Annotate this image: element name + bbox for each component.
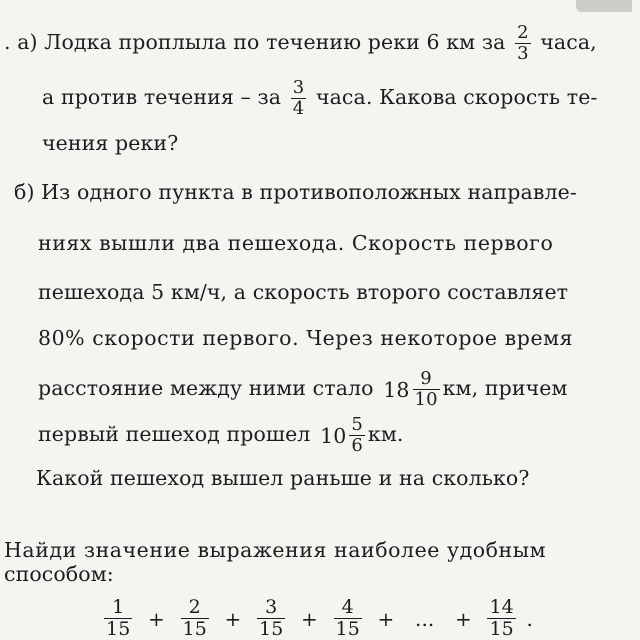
problem-b-marker: б): [14, 180, 35, 204]
plus-sign: +: [301, 606, 318, 631]
fraction-numerator: 14: [489, 596, 514, 618]
fraction-numerator: 4: [334, 598, 362, 619]
problem-b-line-3: пешехода 5 км/ч, а скорость второго составляет: [38, 280, 569, 304]
sum-term-3: [257, 598, 285, 639]
fraction-numerator: 1: [104, 598, 132, 619]
problem-b-line-6-end: км.: [367, 422, 404, 446]
problem-a-line-2-text: а против течения – за: [42, 85, 282, 109]
problem-b-question: Какой пешеход вышел раньше и на сколько?: [36, 466, 530, 490]
sum-term-4: [334, 598, 362, 639]
end-period: .: [526, 606, 533, 631]
mixed-number-whole: 18: [383, 377, 410, 402]
fraction-two-thirds: [515, 24, 531, 63]
fraction-denominator: 15: [259, 618, 284, 640]
fraction-denominator: 15: [489, 618, 514, 640]
problem-a-line-1: [4, 24, 597, 63]
problem-b-line-5: [38, 370, 568, 409]
ellipsis: ...: [415, 606, 435, 631]
fraction-five-sixths: [349, 416, 365, 455]
problem-a-line-1-text: Лодка проплыла по течению реки 6 км за: [44, 30, 506, 54]
fraction-nine-tenths: [413, 370, 440, 409]
fraction-numerator: 5: [351, 414, 363, 435]
plus-sign: +: [148, 606, 165, 631]
fraction-numerator: 2: [517, 22, 529, 43]
sum-term-1: [104, 598, 132, 639]
problem-a-line-1-end: часа,: [540, 30, 597, 54]
fraction-three-quarters: [291, 79, 307, 118]
problem-b-line-1-text: Из одного пункта в противоположных направле-: [41, 180, 577, 204]
plus-sign: +: [455, 606, 472, 631]
problem-b-line-5-text: расстояние между ними стало: [38, 376, 374, 400]
problem-b-line-6-text: первый пешеход прошел: [38, 422, 311, 446]
fraction-denominator: 15: [182, 618, 207, 640]
fraction-denominator: 6: [351, 435, 363, 456]
fraction-denominator: 15: [335, 618, 360, 640]
task-2-line-2: способом:: [4, 562, 114, 586]
problem-a-line-2-end: часа. Какова скорость те-: [315, 85, 598, 109]
problem-b-line-5-end: км, причем: [442, 376, 568, 400]
problem-a-line-3: чения реки?: [42, 131, 179, 155]
sum-term-last: [487, 598, 515, 639]
plus-sign: +: [377, 606, 395, 631]
fraction-denominator: 15: [106, 618, 131, 640]
problem-b-line-6: [38, 416, 404, 455]
page-corner-mark: [576, 0, 632, 12]
sum-term-2: [181, 598, 209, 639]
fraction-numerator: 3: [292, 77, 305, 98]
task-2-line-1: Найди значение выражения наиболее удобным: [4, 538, 547, 562]
problem-a-marker: . а): [4, 30, 38, 54]
problem-b-line-2: ниях вышли два пешехода. Скорость первого: [38, 231, 554, 255]
fraction-denominator: 3: [517, 43, 529, 64]
fraction-denominator: 10: [414, 389, 438, 410]
fraction-numerator: 2: [181, 598, 209, 619]
plus-sign: +: [224, 606, 242, 631]
problem-b-line-4: 80% скорости первого. Через некоторое время: [38, 326, 574, 350]
problem-b-line-1: [14, 178, 577, 206]
problem-a-line-2: [42, 79, 598, 118]
fraction-numerator: 3: [257, 598, 285, 619]
fraction-denominator: 4: [292, 98, 305, 119]
fraction-sum-expression: [102, 598, 540, 639]
fraction-numerator: 9: [413, 370, 440, 390]
mixed-number-whole: 10: [320, 423, 347, 448]
